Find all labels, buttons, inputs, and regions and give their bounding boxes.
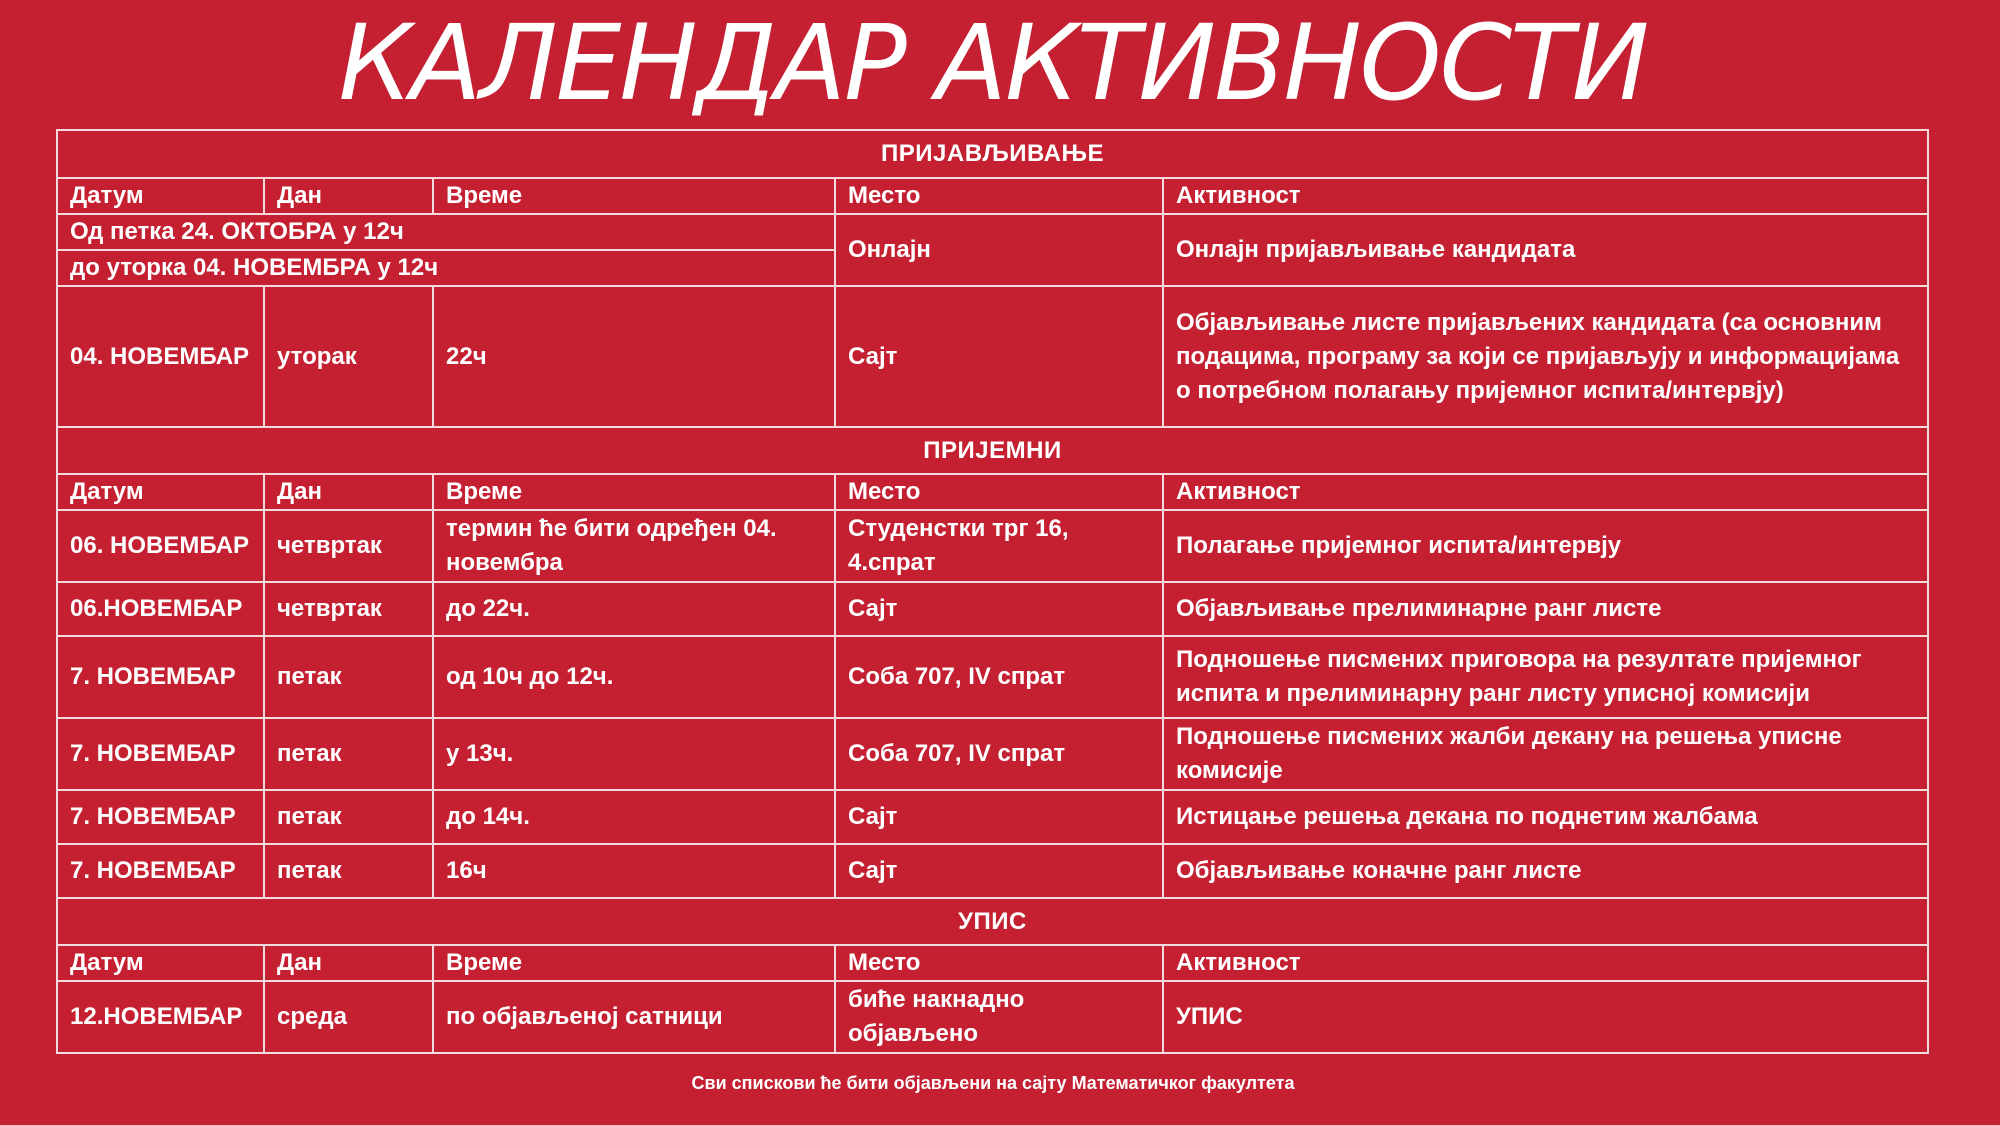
cell-day: уторак — [264, 286, 433, 427]
cell-day: петак — [264, 718, 433, 790]
cell-time: 22ч — [433, 286, 835, 427]
section-header-row — [57, 427, 1928, 474]
cell-activity: Полагање пријемног испита/интервју — [1163, 510, 1928, 582]
section-title-entrance: ПРИЈЕМНИ — [57, 427, 1928, 474]
header-date: Датум — [57, 474, 264, 510]
cell-time: по објављеној сатници — [433, 981, 835, 1053]
table-row — [57, 286, 1928, 427]
cell-activity: Објављивање листе пријављених кандидата (са основним подацима, програму за који се пријављују и информацијама о потребном полагању пријемног испита/интервју) — [1163, 286, 1928, 427]
header-place: Место — [835, 178, 1163, 214]
cell-day: петак — [264, 636, 433, 718]
cell-activity: Објављивање прелиминарне ранг листе — [1163, 582, 1928, 636]
cell-day: четвртак — [264, 582, 433, 636]
table-row — [57, 636, 1928, 718]
online-period-place: Онлајн — [835, 214, 1163, 286]
footer-note: Сви спискови ће бити објављени на сајту Математичког факултета — [691, 1073, 1295, 1093]
online-period-from: Од петка 24. ОКТОБРА у 12ч — [57, 214, 835, 250]
header-day: Дан — [264, 945, 433, 981]
cell-activity: Подношење писмених жалби декану на решења уписне комисије — [1163, 718, 1928, 790]
online-period-activity: Онлајн пријављивање кандидата — [1163, 214, 1928, 286]
cell-day: среда — [264, 981, 433, 1053]
cell-day: петак — [264, 790, 433, 844]
cell-activity: Подношење писмених приговора на резултате пријемног испита и прелиминарну ранг листу уписној комисији — [1163, 636, 1928, 718]
cell-date: 7. НОВЕМБАР — [57, 718, 264, 790]
cell-time: до 14ч. — [433, 790, 835, 844]
cell-activity: УПИС — [1163, 981, 1928, 1053]
table-row — [57, 981, 1928, 1053]
header-time: Време — [433, 178, 835, 214]
header-date: Датум — [57, 178, 264, 214]
cell-place: Сајт — [835, 844, 1163, 898]
header-time: Време — [433, 945, 835, 981]
cell-place: Сајт — [835, 286, 1163, 427]
column-header-row — [57, 945, 1928, 981]
section-title-applying: ПРИЈАВЉИВАЊЕ — [57, 130, 1928, 178]
cell-activity: Истицање решења декана по поднетим жалбама — [1163, 790, 1928, 844]
table-row — [57, 718, 1928, 790]
table-row — [57, 510, 1928, 582]
cell-day: петак — [264, 844, 433, 898]
column-header-row — [57, 178, 1928, 214]
cell-time: термин ће бити одређен 04. новембра — [433, 510, 835, 582]
cell-place: Сајт — [835, 582, 1163, 636]
header-day: Дан — [264, 474, 433, 510]
section-header-row — [57, 130, 1928, 178]
cell-time: у 13ч. — [433, 718, 835, 790]
cell-day: четвртак — [264, 510, 433, 582]
table-row — [57, 582, 1928, 636]
header-day: Дан — [264, 178, 433, 214]
cell-date: 7. НОВЕМБАР — [57, 636, 264, 718]
cell-time: до 22ч. — [433, 582, 835, 636]
cell-date: 06.НОВЕМБАР — [57, 582, 264, 636]
header-date: Датум — [57, 945, 264, 981]
header-place: Место — [835, 474, 1163, 510]
cell-time: 16ч — [433, 844, 835, 898]
cell-place: Сајт — [835, 790, 1163, 844]
header-activity: Активност — [1163, 178, 1928, 214]
cell-place: Соба 707, IV спрат — [835, 636, 1163, 718]
header-activity: Активност — [1163, 945, 1928, 981]
table-row — [57, 844, 1928, 898]
cell-place: Соба 707, IV спрат — [835, 718, 1163, 790]
cell-date: 12.НОВЕМБАР — [57, 981, 264, 1053]
activity-calendar-table — [56, 129, 1929, 1054]
table-row — [57, 214, 1928, 250]
cell-date: 06. НОВЕМБАР — [57, 510, 264, 582]
header-activity: Активност — [1163, 474, 1928, 510]
cell-place: биће накнадно објављено — [835, 981, 1163, 1053]
column-header-row — [57, 474, 1928, 510]
online-period-to: до уторка 04. НОВЕМБРА у 12ч — [57, 250, 835, 286]
section-title-enrollment: УПИС — [57, 898, 1928, 945]
cell-date: 7. НОВЕМБАР — [57, 844, 264, 898]
cell-time: од 10ч до 12ч. — [433, 636, 835, 718]
header-place: Место — [835, 945, 1163, 981]
section-header-row — [57, 898, 1928, 945]
cell-activity: Објављивање коначне ранг листе — [1163, 844, 1928, 898]
cell-date: 7. НОВЕМБАР — [57, 790, 264, 844]
table-row — [57, 790, 1928, 844]
header-time: Време — [433, 474, 835, 510]
cell-place: Студенстки трг 16, 4.спрат — [835, 510, 1163, 582]
page-title: КАЛЕНДАР АКТИВНОСТИ — [338, 2, 1648, 124]
cell-date: 04. НОВЕМБАР — [57, 286, 264, 427]
